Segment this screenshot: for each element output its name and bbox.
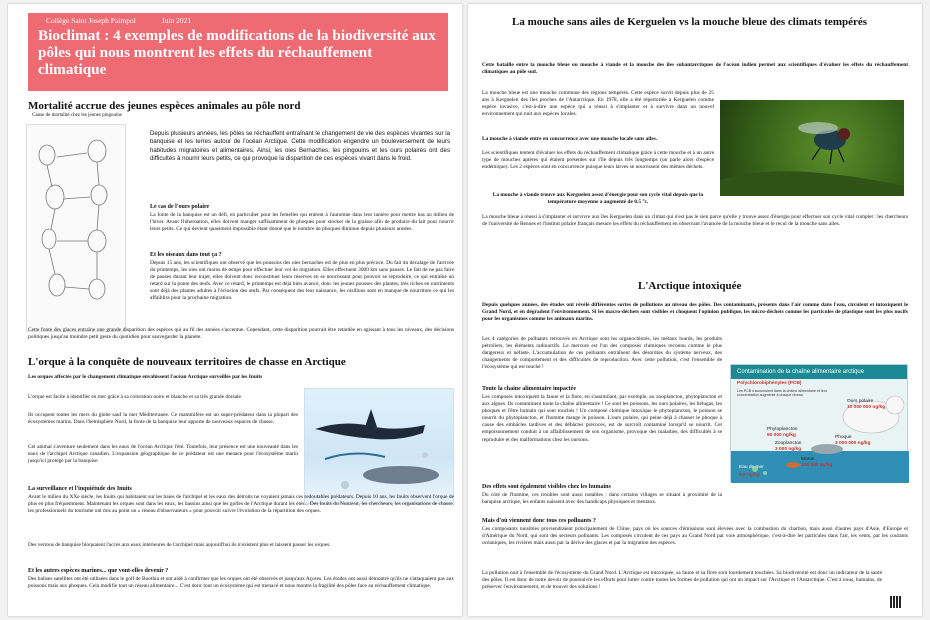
fly-bold1: La mouche à viande entre en concurrence avec une mouche locale sans ailes. bbox=[482, 136, 658, 142]
section3-title: La mouche sans ailes de Kerguelen vs la mouche bleue des climats tempérés bbox=[512, 16, 868, 28]
orca-p2: Ils occupent toutes les mers du globe sauf la mer Méditerranée. Ce mammifère est un super-prédateur dans la plupart des écosystèmes marins. Dans l'hémisphère Nord, la fonte de la banquise leur apporte de nouveaux espaces de chasse. bbox=[28, 412, 298, 426]
label-eau-de-mer: Eau de mer bbox=[739, 465, 764, 470]
section4-title: L'Arctique intoxiquée bbox=[638, 280, 742, 292]
chart-description: Les PCB s'accumulent dans la chaîne alimentaire et leur concentration augmente à chaque niveau. bbox=[737, 389, 827, 398]
main-title: Bioclimat : 4 exemples de modifications de la biodiversité aux pôles qui nous montrent les effets du réchauffement climatique bbox=[38, 27, 436, 78]
value-morue: 200 000 ng/kg bbox=[801, 463, 833, 468]
publication-date: Juin 2021 bbox=[161, 16, 192, 25]
value-ours-polaire: 10 000 000 ng/kg bbox=[847, 405, 886, 410]
label-morue: Morue bbox=[801, 457, 815, 462]
section2-title: L'orque à la conquête de nouveaux territoires de chasse en Arctique bbox=[28, 356, 346, 368]
label-zooplancton: Zooplancton bbox=[775, 441, 802, 446]
inuit-text: Avant le milieu du XXe siècle, les Inuits qui habitaient sur les baies de l'archipel et les eaux des détroits ne voyaient jamais ces redoutables prédateurs. Depuis 10 ans, les Inuits observent l'orque de plus en plus fréquemment. Maintenant les orques sont dans les eaux, les bassins ainsi que les golfes de l'Arctique durant les étés... Des Inuits du Nunavut, les chercheurs, les organisations de chasse, les professionnels du tourisme ont mis au point un « réseau d'observateurs » pour pouvoir suivre l'évolution de la répartition des orques. bbox=[28, 494, 454, 515]
label-phytoplancton: Phytoplancton bbox=[767, 427, 798, 432]
polar-bear-subtitle: Le cas de l'ours polaire bbox=[150, 204, 210, 210]
orca-lead: Les orques affectés par le changement climatique envahissent l'océan Arctique surveillés par les Inuits bbox=[28, 374, 263, 380]
fly-p2: Les scientifiques tentent d'évaluer les effets du réchauffement climatique grâce à cette mouche et à un autre type de mouches aptères qui étaient présentes sur l'île depuis très longtemps (on parle alors d'espèce endémique). Les 2 espèces sont en concurrence puisque leurs larves se nourrissent des mêmes déchets. bbox=[482, 150, 714, 171]
penguin-drawing bbox=[26, 113, 126, 332]
food-chain-subtitle: Toute la chaine alimentaire impactée bbox=[482, 386, 576, 392]
birds-subtitle: Et les oiseaux dans tout ça ? bbox=[150, 252, 222, 258]
orca-p1: L'orque est facile à identifier en mer grâce à sa coloration noire et blanche et sa très grande dorsale. bbox=[28, 394, 243, 400]
birds-text: Depuis 15 ans, les scientifiques ont observé que les poussins des oies bernaches est de plus en plus précoce. Du fait du décalage de l'arrivée du printemps, les oies ont moins de temps pour effectuer leur vol de migration. Elles effectuent 3000 km sans pauses. Le fait de ne pas faire de pauses durant leur trajet, elles doivent donc reconstituer leurs réserves en se nourrissant pour pouvoir se reproduire, ce qui entraîne un retard sur la ponte des œufs. Avec ce retard, le printemps est déjà bien avancé, donc les jeunes pousses des plantes, très riches en nutriments sont déjà des plantes adultes à l'éclosion des œufs. Par conséquent des leur naissance, les oisillons sont en manque de nourriture ce qui les affaiblira pour la prochaine migration. bbox=[150, 260, 454, 302]
humans-text: Du côté de l'homme, ces troubles sont aussi notables : dans certains villages se situant à proximité de la banquise arctique, les enfants naissent avec des handicaps physiques et mentaux. bbox=[482, 492, 722, 506]
value-phytoplancton: 50 000 ng/kg bbox=[767, 433, 796, 438]
pollutants-origin-text: Ces composants nuisibles proviendraient principalement de Chine, pays où les sources d'émissions sont élevées avec la combustion du charbon, mais aussi d'autres pays d'Asie, d'Europe et d'Amérique du Nord, qui sont des secteurs polluants. Les composés circulent de ces pays au Grand Nord par voie atmosphérique, c'est-à-dire les particules dans l'air, les vents, par les courants océaniques, les rivières mais aussi par la dérive des glaces et par la migration des espèces. bbox=[482, 526, 908, 547]
arctic-closing: La pollution nuit à l'ensemble de l'écosystème du Grand Nord. L'Arctique est intoxiquée, sa faune et sa flore sont lourdement touchées. Sa biodiversité est donc un indicateur de la santé des pôles. Il est donc de notre devoir de poursuivre les efforts pour lutter contre toutes les formes de pollution qui ont un impact sur l'Arctique et l'Antarctique. C'est à nous, humains, de préserver l'environnement, et de trouver des solutions ! bbox=[482, 570, 882, 591]
value-phoque: 3 000 000 ng/kg bbox=[835, 441, 871, 446]
chart-legend: Polychlorobiphényles (PCB) bbox=[737, 381, 802, 386]
polar-bear-text: La fonte de la banquise est un défi, en particulier pour les femelles qui entrent à l'automne dans leur tanière pour mettre bas au milieu de l'hiver. Avant l'hibernation, elles doivent manger suffisamment de phoques pour stocker de la graisse afin de produire du lait pour nourrir leurs petits. Ce qui devient quasiment impossible étant donné que le nombre de phoques diminue depuis plusieurs années. bbox=[150, 212, 454, 233]
marine-species-subtitle: Et les autres espèces marines... que vont-elles devenir ? bbox=[28, 568, 169, 574]
value-eau-de-mer: 0,5 ng/kg bbox=[739, 473, 760, 478]
fly-icon bbox=[720, 100, 904, 196]
right-page bbox=[468, 4, 922, 616]
fly-lead: Cette bataille entre la mouche bleue ou mouche à viande et la mouche des îles subantarctiques de l'océan indien permet aux scientifiques d'évaluer les effets du réchauffement climatiques au pôle sud. bbox=[482, 62, 908, 76]
school-name: Collège Saint Joseph Paimpol bbox=[46, 16, 136, 25]
blue-fly-photo bbox=[720, 100, 904, 196]
humans-subtitle: Des effets sont également visibles chez les humains bbox=[482, 484, 611, 490]
pollutants-origin-subtitle: Mais d'où viennent donc tous ces polluants ? bbox=[482, 518, 596, 524]
inuit-subtitle: La surveillance et l'inquiétude des Inuits bbox=[28, 486, 132, 492]
section1-closing: Cette fonte des glaces entraîne une grande disparition des espèces qui au fil des années s'accentue. Cependant, cette disparition pourrait être retardée en agissant à tous les niveaux, des décisions politiques jusqu'au moindre petit geste du quotidien pour sauvegarder la planète. bbox=[28, 327, 454, 341]
orca-illustration bbox=[304, 388, 454, 504]
marine-species-text: Des balises satellites ont été utilisées dans le golf de Boothia et ont aidé à confirmer que les orques ont été observés et jusqu'aux Açores. Les études ont aussi démontré qu'ils ne s'attaquaient pas aux poissons mais aux phoques. Cela modifie tout un réseau alimentaire... C'est donc tout un écosystème qui est menacé et nous montre la fragilité des pôles face au réchauffement climatique. bbox=[28, 576, 454, 590]
label-ours-polaire: Ours polaire bbox=[847, 399, 874, 404]
orca-icon bbox=[305, 389, 455, 505]
chart-title: Contamination de la chaîne alimentaire arctique bbox=[731, 365, 907, 379]
qr-code-icon bbox=[890, 596, 902, 608]
arctic-intro: Depuis quelques années, des études ont révélé différentes sortes de pollutions au niveau des pôles. Des contaminants, présents dans l'air comme dans l'eau, circulent et intoxiquent le Grand Nord, et en dégradent l'environnement. Si les macro-déchets sont visibles et choquent l'opinion publique, les micro-déchets comme les particules de plastique sont les plus nocifs pour les organismes comme les animaux marins. bbox=[482, 302, 908, 323]
left-page bbox=[8, 4, 462, 616]
arctic-p1: Les 4 catégories de polluants retrouvés en Arctique sont les organochlorés, les métaux lourds, les produits pétroliers, les éléments radioactifs. Le mercure est l'un des composés chimiques reconnu comme le plus dangereux et néfaste. L'accumulation de ces polluants entraînent des désordres du système nerveux, des changements de comportement et des difficultés de reproduction. Avec cette pollution, c'est l'ensemble de l'écosystème qui est touché ! bbox=[482, 336, 722, 371]
label-phoque: Phoque bbox=[835, 435, 852, 440]
section1-title: Mortalité accrue des jeunes espèces animales au pôle nord bbox=[28, 100, 301, 112]
drawing-caption: Cause de mortalité chez les jeunes pingouins bbox=[32, 113, 122, 118]
fly-bold2: La mouche à viande trouve aux Kerguelen assez d'énergie pour son cycle vital depuis que la température moyenne a augmenté de 0.5 °c. bbox=[492, 192, 704, 206]
title-banner bbox=[28, 13, 448, 91]
section1-intro: Depuis plusieurs années, les pôles se réchauffent entraînant le changement de vie des espèces vivantes sur la banquise et les terres autour de l'océan Arctique. Cette modification engendre un bouleversement de leurs habitudes migratoires et alimentaires. Ainsi, les oies Bernaches, les pingouins et les ours polaires ont des difficultés à nourrir leurs petits, ce qui provoque la disparition de ces espèces vivant dans le froid. bbox=[150, 130, 450, 163]
fly-p1: La mouche bleue est une mouche commune des régions tempérés. Cette espèce survit depuis plus de 25 ans à Kerguelen des îles proches de l'Antarctique. En 1978, elle a été répertoriée à Kerguelen comme espèce invasive, c'est-à-dire une espèce qui a réussi à s'implanter et à survivre dans un nouvel environnement qui nuit aux espèces locales. bbox=[482, 90, 714, 118]
value-zooplancton: 3 000 ng/kg bbox=[775, 447, 802, 452]
contamination-chart bbox=[730, 364, 908, 482]
inuit-text-2: Des verrous de banquise bloquaient l'accès aux eaux intérieures de l'archipel mais aujourd'hui ils n'existent plus et laissent passer les orques. bbox=[28, 542, 331, 548]
orca-p3: Cet animal s'aventure seulement dans les eaux de l'océan Arctique l'été. Toutefois, leur présence est une nouveauté dans les eaux de l'archipel Arctique canadien. L'expansion géographique de ce prédateur est une menace pour l'écosystème marin jusqu'ici protégé par la banquise. bbox=[28, 444, 298, 465]
penguin-sketch-icon bbox=[27, 125, 127, 333]
food-chain-text: Les composés intoxiquent la faune et la flore, en s'assimilant, par exemple, au zooplancton, phytoplancton et aux algues. Ils contaminent toute la chaîne alimentaire ! Ce sont les poissons, les ours polaires, les bélugas, les phoques et l'être humain qui sont touchés ! Un composé chimique intoxique le phytoplancton, le poisson se nourrit du phytoplancton, et l'homme mange le poisson. L'ours polaire, qui peine déjà à chasser le phoque à cause des embâcles tardives et des débâcles précoces, est de surcroît contaminé lorsqu'il se nourrit. Cet empoisonnement conduit à un affaiblissement de son organisme, provoque des maladies, des difficultés à se reproduire et des malformations chez les oursons. bbox=[482, 394, 722, 443]
fly-p3: La mouche bleue a réussi à s'implanter et survivre aux îles Kerguelen dans un climat qui n'est pas le sien parce qu'elle y trouve assez d'énergie pour effectuer son cycle vital complet : les chercheurs de l'université de Rennes et l'institut polaire français mesure les effets du réchauffement en observant l'avancée de la mouche bleue et le recul de la mouche sans ailes. bbox=[482, 214, 908, 228]
